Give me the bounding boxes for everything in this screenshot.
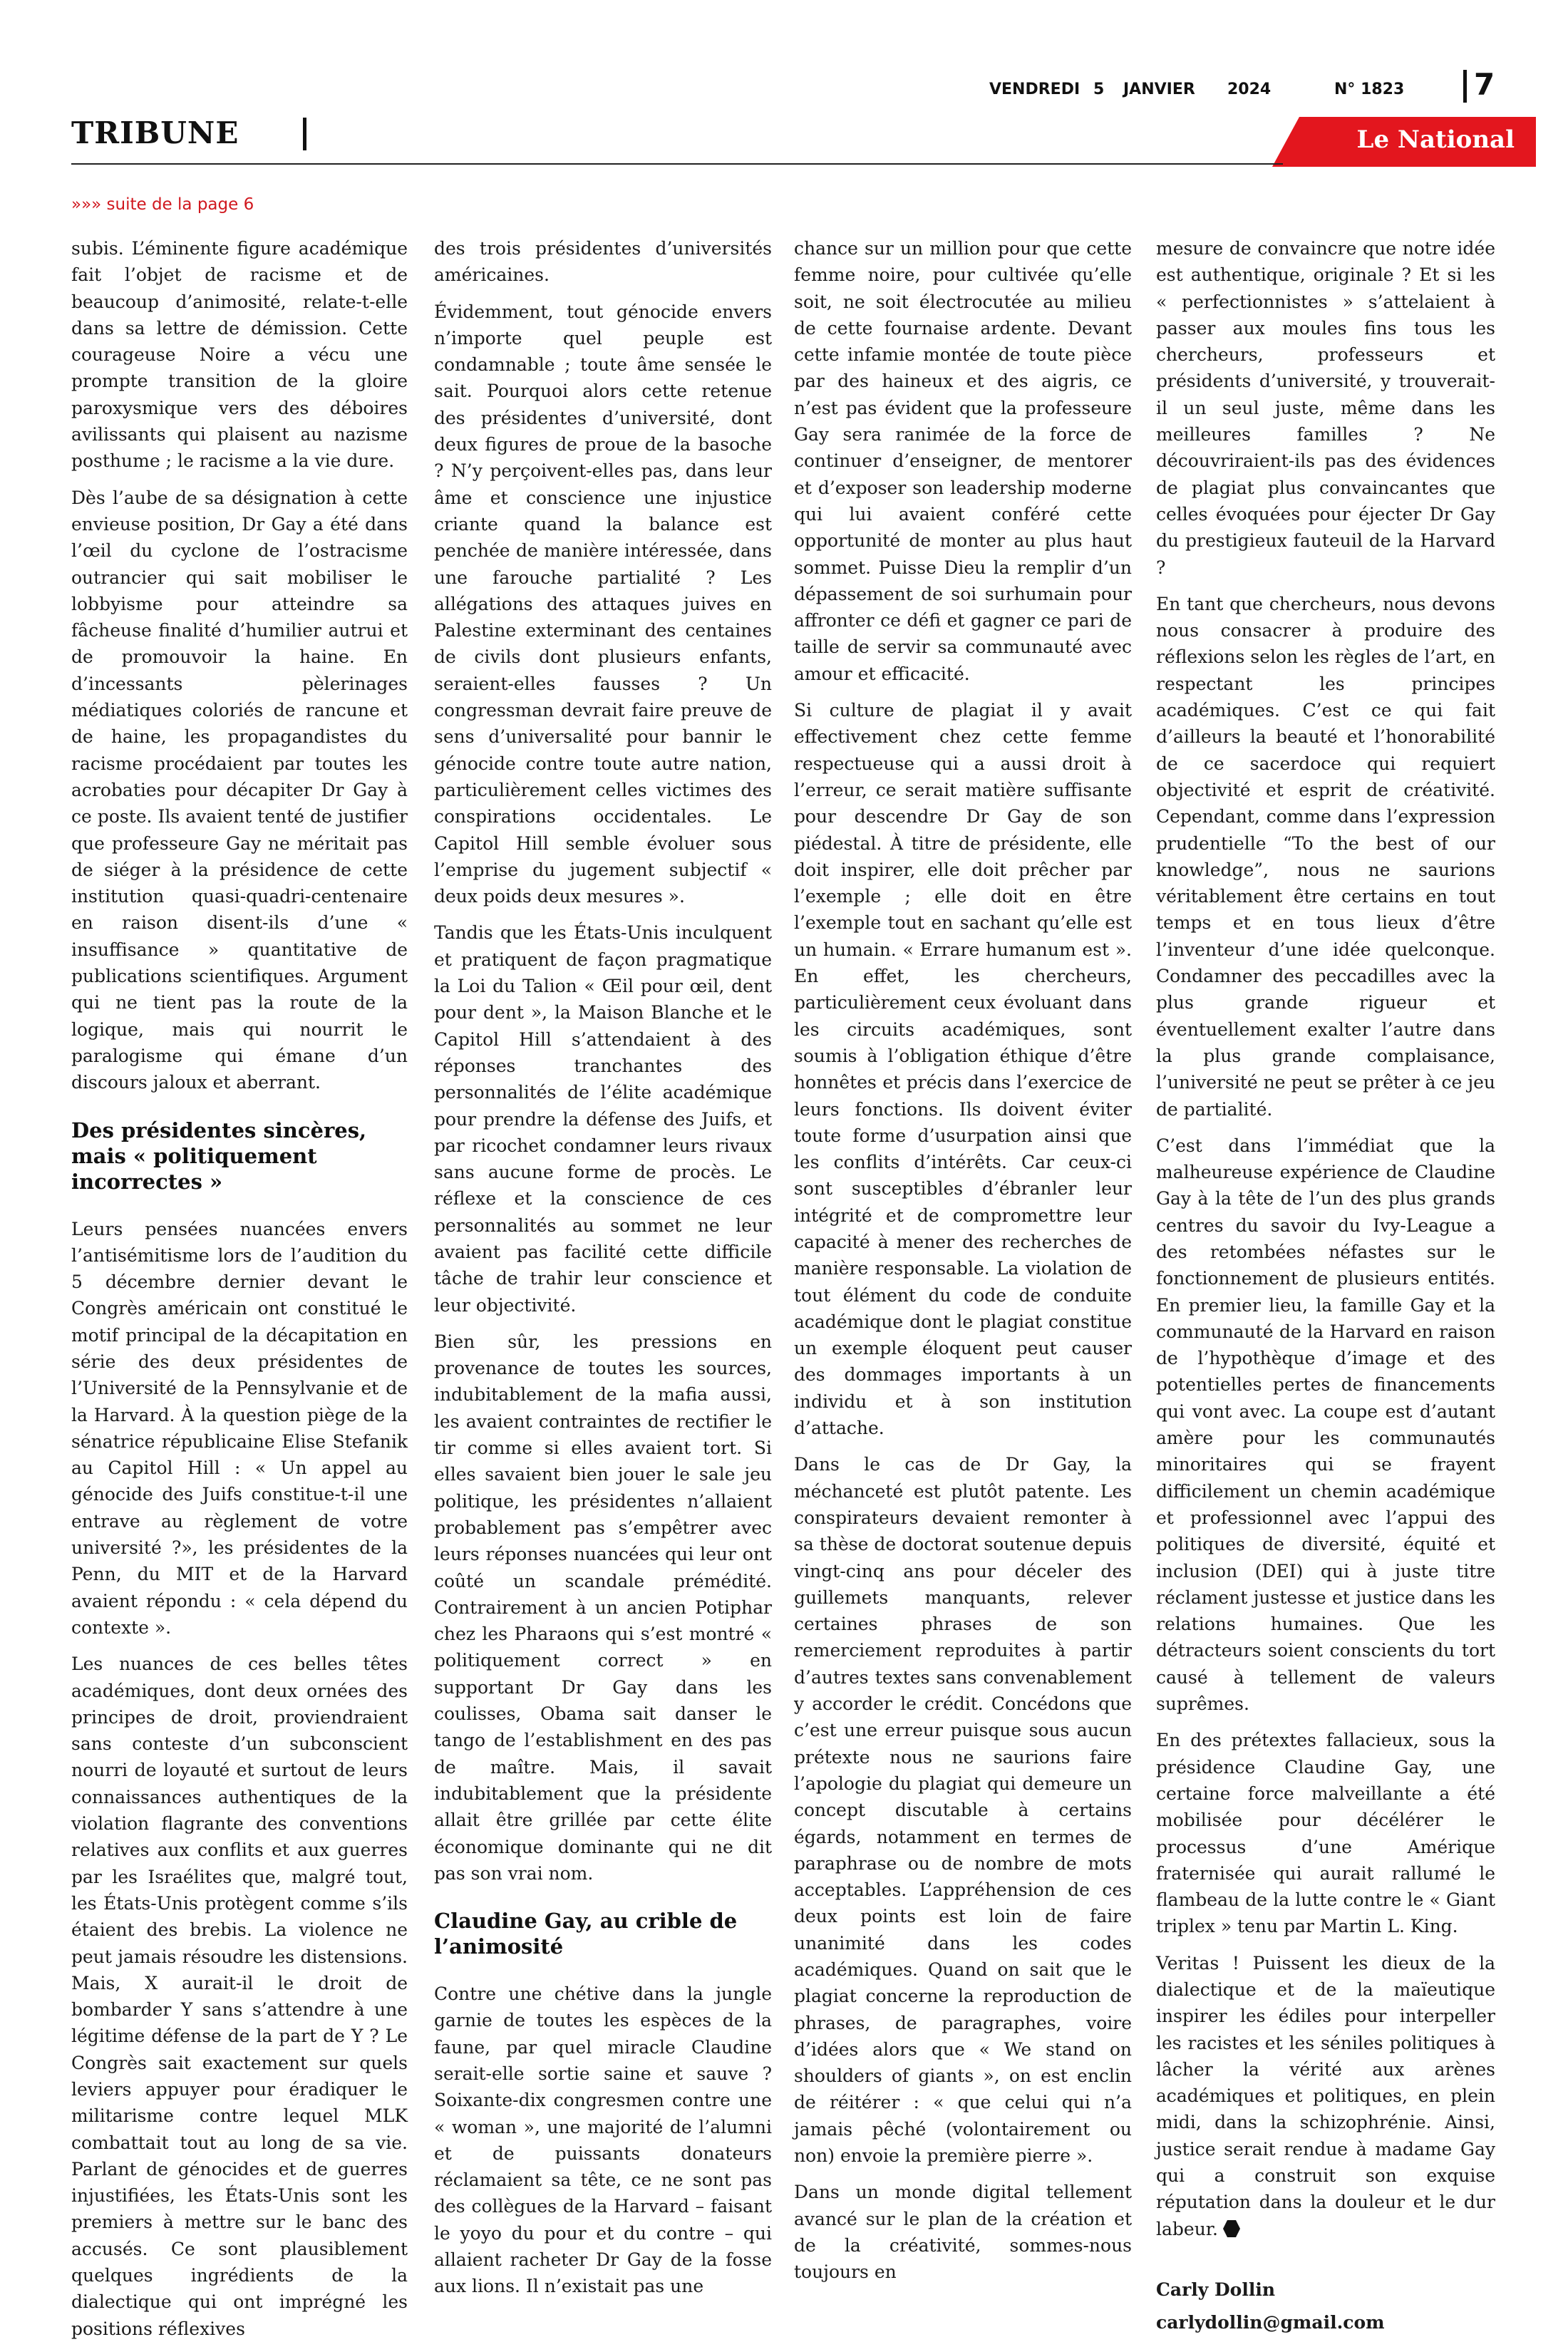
brand-name: Le National: [1356, 125, 1515, 154]
subheading: Des présidentes sincères, mais « politiquement incorrectes »: [71, 1118, 367, 1194]
date-year: 2024: [1227, 81, 1272, 98]
continued-from-label: »»» suite de la page 6: [71, 195, 254, 214]
hexagon-end-mark-icon: [1222, 2219, 1241, 2237]
article-column-2: [434, 235, 772, 2310]
article-column-4: [1156, 235, 1495, 2339]
paragraph: Leurs pensées nuancées envers l’antisémitisme lors de l’audition du 5 décembre dernier devant le Congrès américain ont constitué le motif principal de la décapitation en série des deux présidentes de l’Université de la Pennsylvanie et de la Harvard. À la question piège de la sénatrice républicaine Elise Stefanik au Capitol Hill : « Un appel au génocide des Juifs constitue-t-il une entrave au règlement de votre université ?», les présidentes de la Penn, du MIT et de la Harvard avaient répondu : « cela dépend du contexte ».: [71, 1218, 408, 1638]
author-email: carlydollin@gmail.com: [1156, 2311, 1385, 2333]
paragraph: Dans un monde digital tellement avancé sur le plan de la création et de la créativité, sommes-nous toujours en: [794, 2182, 1132, 2283]
author-name: Carly Dollin: [1156, 2279, 1276, 2300]
date-weekday: VENDREDI: [989, 81, 1080, 98]
date-month: JANVIER: [1123, 81, 1195, 98]
closing-paragraph: [1156, 1950, 1495, 2242]
paragraph: En tant que chercheurs, nous devons nous consacrer à produire des réflexions selon les règles de l’art, en respectant les principes académiques. C’est ce qui fait d’ailleurs la beauté et l’honorabilité de ce sacerdoce qui requiert objectivité et esprit de créativité. Cependant, comme dans l’expression prudentielle “To the best of our knowledge”, nous ne saurions véritablement être certains en tout temps et en tous lieux d’être l’inventeur d’une idée quelconque. Condamner des peccadilles avec la plus grande rigueur et éventuellement exalter l’autre dans la plus grande complaisance, l’université ne peut se prêter à ce jeu de partialité.: [1156, 593, 1495, 1120]
paragraph: subis. L’éminente figure académique fait l’objet de racisme et de beaucoup d’animosité, relate-t-elle dans sa lettre de démission. Cette courageuse Noire a vécu une prompte transition de la gloire paroxysmique vers des déboires avilissants qui plaisent au nazisme posthume ; le racisme a la vie dure.: [71, 238, 408, 472]
paragraph: En des prétextes fallacieux, sous la présidence Claudine Gay, une certaine force malveillante a été mobilisée pour décélérer le processus d’une Amérique fraternisée qui aurait rallumé le flambeau de la lutte contre le « Giant triplex » tenu par Martin L. King.: [1156, 1730, 1495, 1937]
paragraph: Évidemment, tout génocide envers n’importe quel peuple est condamnable ; toute âme sensée le sait. Pourquoi alors cette retenue des présidentes d’université, dont deux figures de proue de la basoche ? N’y perçoivent-elles pas, dans leur âme et conscience une injustice criante quand la balance est penchée de manière intéressée, dans une farouche partialité ? Les allégations des attaques juives en Palestine exterminant des centaines de civils dont plusieurs enfants, seraient-elles fausses ? Un congressman devrait faire preuve de sens d’universalité pour bannir le génocide contre toute autre nation, particulièrement celles victimes des conspirations occidentales. Le Capitol Hill semble évoluer sous l’emprise du jugement subjectif « deux poids deux mesures ».: [434, 301, 772, 907]
paragraph: Bien sûr, les pressions en provenance de toutes les sources, indubitablement de la mafia aussi, les avaient contraintes de rectifier le tir comme si elles avaient tort. Si elles savaient bien jouer le sale jeu politique, les présidentes n’allaient probablement pas s’empêtrer avec leurs réponses nuancées qui leur ont coûté un scandale prémédité. Contrairement à un ancien Potiphar chez les Pharaons qui s’est montré « politiquement correct » en supportant Dr Gay dans les coulisses, Obama sait danser le tango de l’establishment en des pas de maître. Mais, il savait indubitablement que la présidente allait être grillée par cette élite économique dominante qui ne dit pas son vrai nom.: [434, 1331, 772, 1884]
page-number: 7: [1474, 67, 1495, 102]
subheading: Claudine Gay, au crible de l’animosité: [434, 1909, 738, 1959]
paragraph: C’est dans l’immédiat que la malheureuse expérience de Claudine Gay à la tête de l’un des plus grands centres du savoir du Ivy-League a des retombées néfastes sur le fonctionnement de plusieurs entités. En premier lieu, la famille Gay et la communauté de la Harvard en raison de l’hypothèque d’image et des potentielles pertes de financements qui vont avec. La coupe est d’autant amère pour les communautés minoritaires qui se frayent difficilement un chemin académique et professionnel avec l’appui des politiques de diversité, équité et inclusion (DEI) qui à juste titre réclament justesse et justice dans les relations humaines. Que les détracteurs soient conscients du tort causé à tellement de valeurs suprêmes.: [1156, 1135, 1495, 1715]
header-rule: [71, 163, 1283, 165]
section-title: TRIBUNE: [71, 115, 239, 150]
paragraph: Contre une chétive dans la jungle garnie de toutes les espèces de la faune, par quel miracle Claudine serait-elle sortie saine et sauve ? Soixante-dix congresmen contre une « woman », une majorité de l’alumni et de puissants donateurs réclamaient sa tête, ce ne sont pas des collègues de la Harvard – faisant le yoyo du pour et du contre – qui allaient racheter Dr Gay de la fosse aux lions. Il n’existait pas une: [434, 1984, 772, 2297]
paragraph: Si culture de plagiat il y avait effectivement chez cette femme respectueuse qui a aussi droit à l’erreur, ce serait matière suffisante pour descendre Dr Gay de son piédestal. À titre de présidente, elle doit inspirer, elle doit prêcher par l’exemple ; elle doit en être l’exemple tout en sachant qu’elle est un humain. « Errare humanum est ». En effet, les chercheurs, particulièrement ceux évoluant dans les circuits académiques, sont soumis à l’obligation éthique d’être honnêtes et précis dans l’exercice de leurs fonctions. Ils doivent éviter toute forme d’usurpation ainsi que les conflits d’intérêts. Car ceux-ci sont susceptibles d’ébranler leur intégrité et de compromettre leur capacité à mener des recherches de manière responsable. La violation de tout élément du code de conduite académique dont le plagiat constitue un exemple éloquent peut causer des dommages importants à un individu et à son institution d’attache.: [794, 700, 1132, 1439]
issue-number: N° 1823: [1334, 81, 1405, 98]
paragraph-text: Veritas ! Puissent les dieux de la dialectique et de la maïeutique inspirer les édiles pour interpeller les racistes et les séniles politiques à lâcher la vérité aux arènes académiques et politiques, en plein midi, dans la schizophrénie. Ainsi, justice serait rendue à madame Gay qui a construit son exquise réputation dans la douleur et le dur labeur.: [1156, 1952, 1495, 2239]
article-column-1: [71, 235, 408, 2352]
paragraph: des trois présidentes d’universités américaines.: [434, 238, 772, 286]
paragraph: Tandis que les États-Unis inculquent et pratiquent de façon pragmatique la Loi du Talion « Œil pour œil, dent pour dent », la Maison Blanche et le Capitol Hill s’attendaient à des réponses tranchantes des personnalités de l’élite académique pour prendre la défense des Juifs, et par ricochet condamner leurs rivaux sans aucune forme de procès. Le réflexe et la conscience de ces personnalités au sommet ne leur avaient pas facilité cette difficile tâche de trahir leur conscience et leur objectivité.: [434, 922, 772, 1316]
paragraph: Dès l’aube de sa désignation à cette envieuse position, Dr Gay a été dans l’œil du cyclone de l’ostracisme outrancier qui sait mobiliser le lobbyisme pour atteindre sa fâcheuse finalité d’humilier autrui et de promouvoir la haine. En d’incessants pèlerinages médiatiques coloriés de rancune et de haine, les propagandistes du racisme procédaient par toutes les acrobaties pour décapiter Dr Gay à ce poste. Ils avaient tenté de justifier que professeure Gay ne méritait pas de siéger à la présidence de cette institution quasi-quadri-centenaire en raison disent-ils d’une « insuffisance » quantitative de publications scientifiques. Argument qui ne tient pas la route de la logique, mais qui nourrit le paralogisme qui émane d’un discours jaloux et aberrant.: [71, 487, 408, 1093]
paragraph: mesure de convaincre que notre idée est authentique, originale ? Et si les « perfectionnistes » s’attelaient à passer aux moules fins tous les chercheurs, professeurs et présidents d’université, y trouverait-il un seul juste, même dans les meilleures familles ? Ne découvriraient-ils pas des évidences de plagiat plus convaincantes que celles évoquées pour éjecter Dr Gay du prestigieux fauteuil de la Harvard ?: [1156, 238, 1495, 578]
section-title-divider: [303, 118, 306, 150]
author-signature: [1156, 2274, 1495, 2339]
paragraph: Les nuances de ces belles têtes académiques, dont deux ornées des principes de droit, proviendraient sans conteste d’un subconscient nourri de loyauté et surtout de leurs connaissances authentiques de la violation flagrante des conventions relatives aux conflits et aux guerres par les Israélites que, malgré tout, les États-Unis protègent comme s’ils étaient des brebis. La violence ne peut jamais résoudre les distensions. Mais, X aurait-il le droit de bombarder Y sans s’attendre à une légitime défense de la part de Y ? Le Congrès sait exactement sur quels leviers appuyer pour éradiquer le militarisme contre lequel MLK combattait tout au long de sa vie. Parlant de génocides et de guerres injustifiées, les États-Unis sont les premiers à mettre sur le banc des accusés. Ce sont plausiblement quelques ingrédients de la dialectique qui ont imprégné les positions réflexives: [71, 1654, 408, 2339]
page-number-divider: [1463, 70, 1467, 103]
article-column-3: [794, 235, 1132, 2296]
date-day: 5: [1093, 81, 1105, 98]
paragraph: chance sur un million pour que cette femme noire, pour cultivée qu’elle soit, ne soit électrocutée au milieu de cette fournaise ardente. Devant cette infamie montée de toute pièce par des haineux et des aigris, ce n’est pas évident que la professeure Gay sera ranimée de la force de continuer d’enseigner, de mentorer et d’exposer son leadership moderne qui lui avaient conféré cette opportunité de monter au plus haut sommet. Puisse Dieu la remplir d’un dépassement de soi surhumain pour affronter ce défi et gagner ce pari de taille de servir sa communauté avec amour et efficacité.: [794, 238, 1132, 684]
newspaper-brand: [1272, 117, 1536, 167]
paragraph: Dans le cas de Dr Gay, la méchanceté est plutôt patente. Les conspirateurs devaient remonter à sa thèse de doctorat soutenue depuis vingt-cinq ans pour déceler des guillemets manquants, relever certaines phrases de son remerciement reproduites à partir d’autres textes sans convenablement y accorder le crédit. Concédons que c’est une erreur puisque sous aucun prétexte nous ne saurions faire l’apologie du plagiat qui demeure un concept discutable à certains égards, notamment en termes de paraphrase ou de nombre de mots acceptables. L’appréhension de ces deux points est loin de faire unanimité dans les codes académiques. Quand on sait que le plagiat concerne la reproduction de phrases, de paragraphes, voire d’idées alors que « We stand on shoulders of giants », on est enclin de réitérer : « que celui qui n’a jamais pêché (volontairement ou non) envoie la première pierre ».: [794, 1454, 1132, 2167]
